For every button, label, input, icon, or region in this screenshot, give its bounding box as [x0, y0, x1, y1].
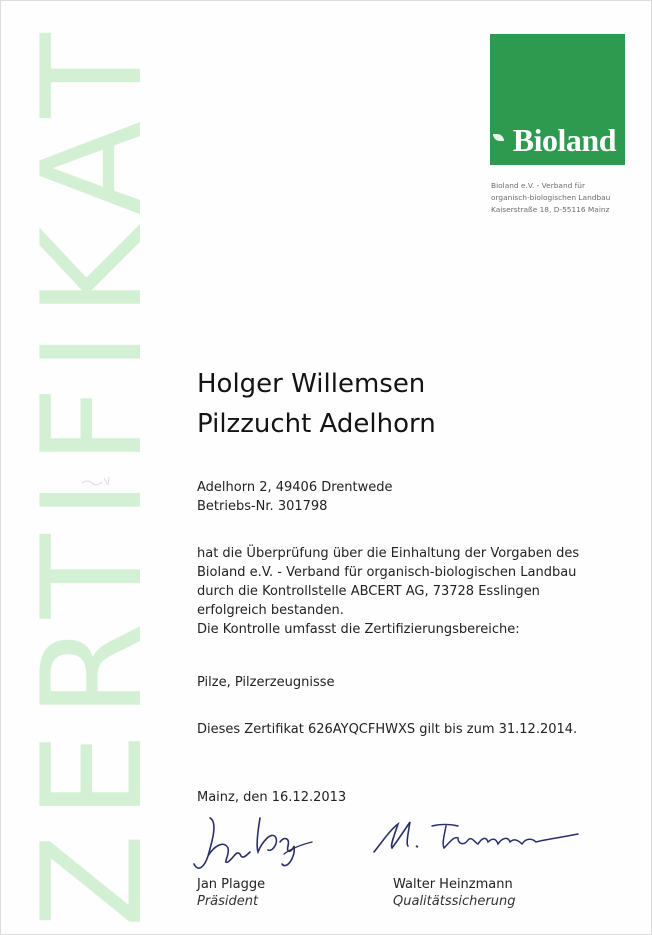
signatory-name: Jan Plagge	[197, 877, 266, 892]
certification-scope: Pilze, Pilzerzeugnisse	[197, 675, 335, 690]
statement-line: Die Kontrolle umfasst die Zertifizierungsbereiche:	[197, 622, 520, 637]
statement-line: Bioland e.V. - Verband für organisch-biologischen Landbau	[197, 565, 577, 580]
place-and-date: Mainz, den 16.12.2013	[197, 790, 347, 805]
holder-address	[197, 478, 393, 516]
logo-wordmark: Bioland	[512, 122, 616, 158]
certification-statement	[197, 544, 579, 639]
signatory-role: Präsident	[197, 894, 259, 909]
org-info-line: Kaiserstraße 18, D-55116 Mainz	[491, 205, 610, 214]
signature-heinzmann	[368, 812, 588, 872]
signatory-name: Walter Heinzmann	[393, 877, 513, 892]
org-info-line: Bioland e.V. - Verband für	[491, 181, 586, 190]
signatory-right	[393, 876, 515, 910]
certificate-validity: Dieses Zertifikat 626AYQCFHWXS gilt bis zum 31.12.2014.	[197, 722, 578, 737]
certificate-holder	[197, 364, 436, 444]
holder-business: Pilzzucht Adelhorn	[197, 409, 436, 439]
signatory-left	[197, 876, 265, 910]
pencil-mark	[80, 474, 116, 488]
organization-info	[491, 180, 610, 216]
watermark-zertifikat: ZERTIFIKAT	[12, 19, 173, 928]
address-line: Adelhorn 2, 49406 Drentwede	[197, 480, 393, 495]
bioland-logo	[490, 34, 625, 165]
holder-name: Holger Willemsen	[197, 369, 426, 399]
org-info-line: organisch-biologischen Landbau	[491, 193, 611, 202]
leaf-icon	[493, 134, 504, 141]
statement-line: hat die Überprüfung über die Einhaltung der Vorgaben des	[197, 546, 580, 561]
statement-line: erfolgreich bestanden.	[197, 603, 344, 618]
operation-number: Betriebs-Nr. 301798	[197, 499, 328, 514]
signatory-role: Qualitätssicherung	[393, 894, 516, 909]
statement-line: durch die Kontrollstelle ABCERT AG, 73728 Esslingen	[197, 584, 540, 599]
